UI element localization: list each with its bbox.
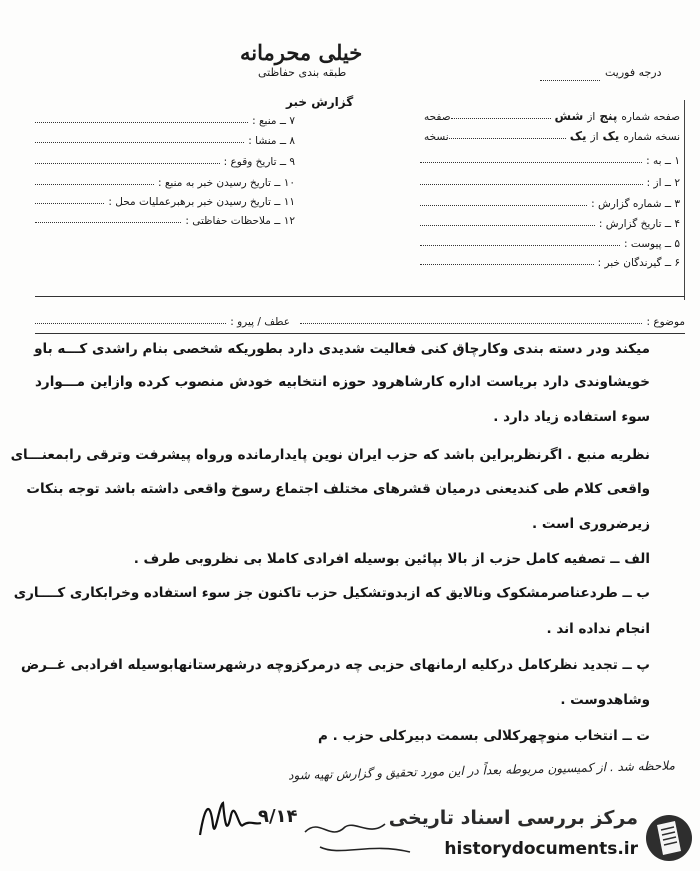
body-item-pe: پ ــ تجدید نظرکامل درکلیه ارمانهای حزبی چه درمرکزوچه درشهرستانهابوسیله افرادبی غــرض bbox=[20, 657, 650, 673]
priority-dots bbox=[540, 80, 600, 81]
handwritten-note: ملاحظه شد . از کمیسیون مربوطه بعداً در این مورد تحقیق و گزارش تهیه شود bbox=[287, 758, 676, 783]
copy-of-label: از bbox=[590, 131, 599, 143]
form-row-recipients bbox=[420, 253, 680, 269]
watermark bbox=[388, 805, 698, 869]
watermark-site: historydocuments.ir bbox=[444, 839, 638, 859]
date-to-operations-label: ۱۱ ــ تاریخ رسیدن خبر برهبرعملیات محل : bbox=[108, 196, 295, 208]
form-row-to bbox=[420, 151, 680, 167]
reference-label: عطف / پیرو : bbox=[230, 316, 290, 328]
watermark-logo bbox=[644, 811, 694, 869]
origin-label: ۸ ــ منشا : bbox=[248, 135, 295, 147]
reference-row bbox=[35, 312, 290, 328]
copy-number-value: یک bbox=[602, 129, 620, 143]
body-line-6: زیرضروری است . bbox=[532, 516, 650, 532]
classification-label: طبقه بندی حفاظتی bbox=[258, 66, 347, 79]
body-item-te: ت ــ انتخاب منوچهرکلالی بسمت دبیرکلی حزب . م bbox=[318, 728, 650, 744]
body-line-1: میکند ودر دسته بندی وکارچاق کنی فعالیت شدیدی دارد بطوریکه شخصی بنام راشدی کـــه باو bbox=[34, 341, 650, 357]
classification-stamp: خیلی محرمانه bbox=[240, 40, 363, 65]
priority-label: درجه فوریت bbox=[605, 66, 662, 79]
form-row-date-to-source bbox=[35, 173, 295, 189]
from-label: ۲ ــ از : bbox=[646, 177, 680, 189]
body-line-pe-cont: وشاهدوست . bbox=[560, 692, 650, 708]
form-row-source bbox=[35, 111, 295, 127]
form-row-security-notes bbox=[35, 211, 295, 227]
subject-row bbox=[300, 312, 685, 328]
body-line-5: واقعی کلام طی کندیعنی درمیان قشرهای مختلف اجتماع رسوخ واقعی داشته باشد توجه بنکات bbox=[26, 481, 650, 497]
page-of-label: از bbox=[587, 111, 596, 123]
copy-number-label: نسخه شماره bbox=[623, 131, 680, 143]
form-row-report-number bbox=[420, 194, 680, 210]
copy-unit-label: نسخه bbox=[424, 131, 449, 143]
body-line-2: خویشاوندی دارد بریاست اداره کارشاهرود حوزه انتخابیه خودش منصوب کرده وازاین مـــوارد bbox=[35, 374, 650, 390]
subject-label: موضوع : bbox=[646, 316, 685, 328]
page-number-value: پنج bbox=[599, 109, 618, 123]
form-row-event-date bbox=[35, 152, 295, 168]
form-row-copy-number bbox=[420, 127, 680, 143]
form-row-date-to-operations bbox=[35, 192, 295, 208]
source-label: ۷ ــ منبع : bbox=[252, 115, 295, 127]
form-row-attachment bbox=[420, 234, 680, 250]
signature-date: ۹/۱۴ bbox=[258, 806, 298, 827]
body-line-4: نظریه منبع . اگرنظربراین باشد که حزب ایران نوین پایدارمانده ورواه پیشرفت وترقی رابمعنـــای bbox=[10, 447, 650, 463]
body-item-be: ب ــ طردعناصرمشکوک ونالایق که ازبدوتشکیل حزب تاکنون جز سوء استفاده وخرابکاری کــــاری bbox=[13, 585, 650, 601]
body-line-be-cont: انجام نداده اند . bbox=[546, 621, 650, 637]
page-total-value: شش bbox=[554, 109, 584, 123]
date-to-source-label: ۱۰ ــ تاریخ رسیدن خبر به منبع : bbox=[157, 177, 295, 189]
form-row-from bbox=[420, 173, 680, 189]
page-unit-label: صفحه bbox=[424, 111, 451, 123]
subject-separator-line bbox=[35, 333, 685, 334]
event-date-label: ۹ ــ تاریخ وقوع : bbox=[223, 156, 295, 168]
form-separator-line bbox=[35, 296, 685, 297]
security-notes-label: ۱۲ ــ ملاحظات حفاظتی : bbox=[185, 215, 295, 227]
attachment-label: ۵ ــ پیوست : bbox=[624, 238, 680, 250]
body-item-alef: الف ــ تصفیه کامل حزب از بالا بپائین بوسیله افرادی کاملا بی نظروبی طرف . bbox=[133, 551, 650, 567]
signature-icon bbox=[195, 795, 265, 845]
copy-total-value: یک bbox=[569, 129, 587, 143]
to-label: ۱ ــ به : bbox=[646, 155, 680, 167]
form-row-origin bbox=[35, 131, 295, 147]
signature bbox=[195, 795, 265, 849]
form-row-page-number bbox=[420, 107, 680, 123]
recipients-label: ۶ ــ گیرندگان خبر : bbox=[597, 257, 680, 269]
right-border-line bbox=[684, 100, 685, 300]
form-row-report-date bbox=[420, 214, 680, 230]
report-number-label: ۳ ــ شماره گزارش : bbox=[591, 198, 680, 210]
report-title: گزارش خبر bbox=[286, 95, 354, 109]
watermark-org-name: مرکز بررسی اسناد تاریخی bbox=[388, 807, 638, 829]
body-line-3: سوء استفاده زیاد دارد . bbox=[493, 409, 650, 425]
document-logo-icon bbox=[644, 811, 694, 865]
report-date-label: ۴ ــ تاریخ گزارش : bbox=[598, 218, 680, 230]
page-number-label: صفحه شماره bbox=[621, 111, 680, 123]
